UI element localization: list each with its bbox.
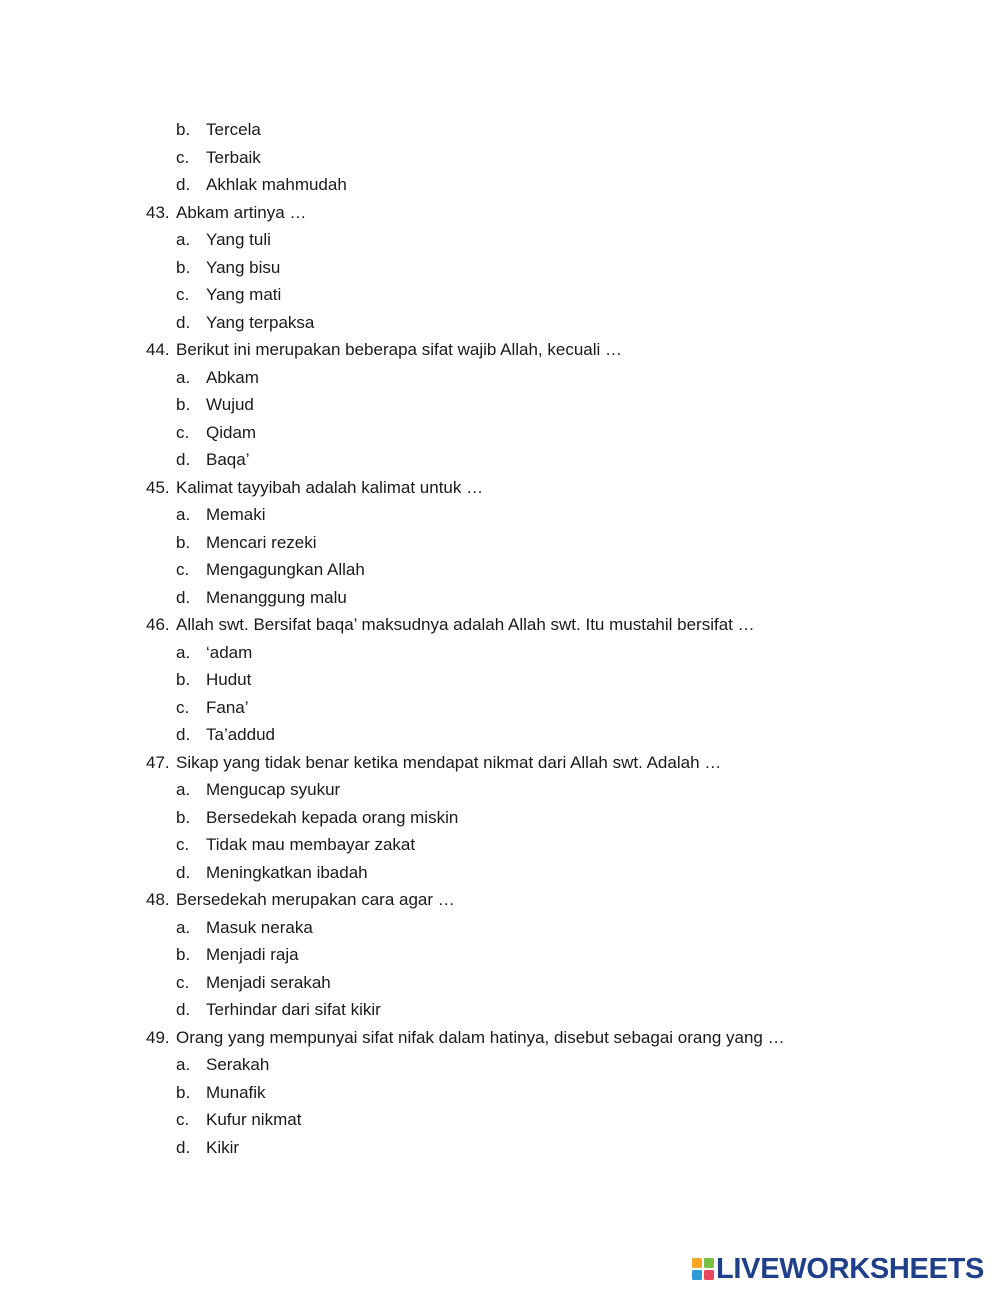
option-label: c.	[176, 1110, 190, 1129]
question-number: 44.	[146, 340, 170, 359]
option-text: ‘adam	[206, 642, 253, 662]
option-label: c.	[176, 560, 190, 579]
answer-option	[0, 446, 1000, 474]
option-label: c.	[176, 972, 190, 992]
liveworksheets-logo-icon	[692, 1258, 714, 1280]
question-number: 45.	[146, 477, 170, 497]
option-text: Menjadi raja	[206, 945, 299, 964]
answer-option	[0, 941, 1000, 969]
answer-option	[0, 529, 1000, 557]
answer-option	[0, 914, 1000, 942]
option-text: Meningkatkan ibadah	[206, 862, 368, 882]
option-label: a.	[176, 230, 191, 249]
option-text: Mengucap syukur	[206, 780, 341, 799]
option-text: Yang tuli	[206, 230, 271, 249]
question-list	[0, 116, 1000, 1161]
option-label: a.	[176, 917, 191, 937]
answer-option	[0, 721, 1000, 749]
question-text: Orang yang mempunyai sifat nifak dalam hatinya, disebut sebagai orang yang …	[176, 1027, 785, 1047]
option-label: a.	[176, 780, 191, 799]
answer-option	[0, 859, 1000, 887]
option-text: Fana’	[206, 697, 249, 717]
option-text: Ta’addud	[206, 725, 276, 744]
option-label: d.	[176, 175, 191, 194]
question-text: Sikap yang tidak benar ketika mendapat nikmat dari Allah swt. Adalah …	[176, 752, 722, 772]
option-label: b.	[176, 257, 191, 277]
answer-option	[0, 501, 1000, 529]
option-label: d.	[176, 1000, 191, 1019]
option-label: a.	[176, 367, 191, 387]
option-text: Yang mati	[206, 285, 282, 304]
option-text: Terhindar dari sifat kikir	[206, 1000, 381, 1019]
option-label: c.	[176, 147, 190, 167]
liveworksheets-logo	[692, 1254, 984, 1284]
answer-option	[0, 1106, 1000, 1134]
answer-option	[0, 666, 1000, 694]
option-text: Yang terpaksa	[206, 312, 315, 332]
option-label: d.	[176, 312, 191, 332]
option-label: b.	[176, 807, 191, 827]
question-text: Bersedekah merupakan cara agar …	[176, 890, 455, 909]
option-text: Bersedekah kepada orang miskin	[206, 807, 459, 827]
answer-option	[0, 116, 1000, 144]
option-text: Hudut	[206, 670, 252, 689]
question-stem	[0, 886, 1000, 914]
worksheet-page	[0, 116, 1000, 1161]
option-text: Wujud	[206, 395, 254, 414]
option-label: d.	[176, 1137, 191, 1157]
question-stem	[0, 611, 1000, 639]
option-label: a.	[176, 1055, 191, 1074]
option-label: b.	[176, 945, 191, 964]
answer-option	[0, 144, 1000, 172]
answer-option	[0, 1134, 1000, 1162]
question-stem	[0, 199, 1000, 227]
answer-option	[0, 391, 1000, 419]
option-text: Tidak mau membayar zakat	[206, 835, 416, 854]
option-text: Mencari rezeki	[206, 532, 317, 552]
option-label: c.	[176, 835, 190, 854]
question-text: Allah swt. Bersifat baqa’ maksudnya adalah Allah swt. Itu mustahil bersifat …	[176, 615, 755, 634]
option-label: b.	[176, 1082, 191, 1102]
question-number: 48.	[146, 890, 170, 909]
option-text: Yang bisu	[206, 257, 281, 277]
answer-option	[0, 694, 1000, 722]
option-text: Baqa’	[206, 450, 250, 469]
option-text: Menanggung malu	[206, 587, 347, 607]
answer-option	[0, 996, 1000, 1024]
option-text: Kufur nikmat	[206, 1110, 302, 1129]
question-text: Kalimat tayyibah adalah kalimat untuk …	[176, 477, 484, 497]
question-stem	[0, 749, 1000, 777]
answer-option	[0, 639, 1000, 667]
answer-option	[0, 1079, 1000, 1107]
answer-option	[0, 226, 1000, 254]
option-text: Abkam	[206, 367, 259, 387]
option-label: d.	[176, 725, 191, 744]
question-text: Abkam artinya …	[176, 202, 307, 222]
option-text: Mengagungkan Allah	[206, 560, 365, 579]
answer-option	[0, 969, 1000, 997]
answer-option	[0, 584, 1000, 612]
option-text: Terbaik	[206, 147, 261, 167]
option-label: b.	[176, 120, 191, 139]
answer-option	[0, 1051, 1000, 1079]
answer-option	[0, 776, 1000, 804]
option-text: Serakah	[206, 1055, 270, 1074]
option-label: c.	[176, 422, 190, 442]
option-text: Tercela	[206, 120, 261, 139]
answer-option	[0, 556, 1000, 584]
option-label: b.	[176, 532, 191, 552]
answer-option	[0, 281, 1000, 309]
question-stem	[0, 1024, 1000, 1052]
option-label: d.	[176, 862, 191, 882]
option-label: a.	[176, 642, 191, 662]
question-stem	[0, 474, 1000, 502]
question-number: 46.	[146, 615, 170, 634]
question-number: 43.	[146, 202, 170, 222]
answer-option	[0, 171, 1000, 199]
option-label: c.	[176, 697, 190, 717]
option-text: Masuk neraka	[206, 917, 313, 937]
answer-option	[0, 254, 1000, 282]
option-text: Memaki	[206, 505, 266, 524]
option-label: a.	[176, 505, 191, 524]
question-stem	[0, 336, 1000, 364]
option-label: c.	[176, 285, 190, 304]
question-text: Berikut ini merupakan beberapa sifat wajib Allah, kecuali …	[176, 340, 623, 359]
answer-option	[0, 419, 1000, 447]
logo-wordmark: LIVEWORKSHEETS	[716, 1253, 985, 1285]
question-number: 47.	[146, 752, 170, 772]
option-text: Munafik	[206, 1082, 266, 1102]
option-label: d.	[176, 450, 191, 469]
answer-option	[0, 804, 1000, 832]
option-text: Kikir	[206, 1137, 240, 1157]
answer-option	[0, 309, 1000, 337]
question-number: 49.	[146, 1027, 170, 1047]
answer-option	[0, 831, 1000, 859]
option-text: Menjadi serakah	[206, 972, 331, 992]
option-label: b.	[176, 395, 191, 414]
option-text: Qidam	[206, 422, 257, 442]
answer-option	[0, 364, 1000, 392]
option-text: Akhlak mahmudah	[206, 175, 347, 194]
option-label: d.	[176, 587, 191, 607]
option-label: b.	[176, 670, 191, 689]
